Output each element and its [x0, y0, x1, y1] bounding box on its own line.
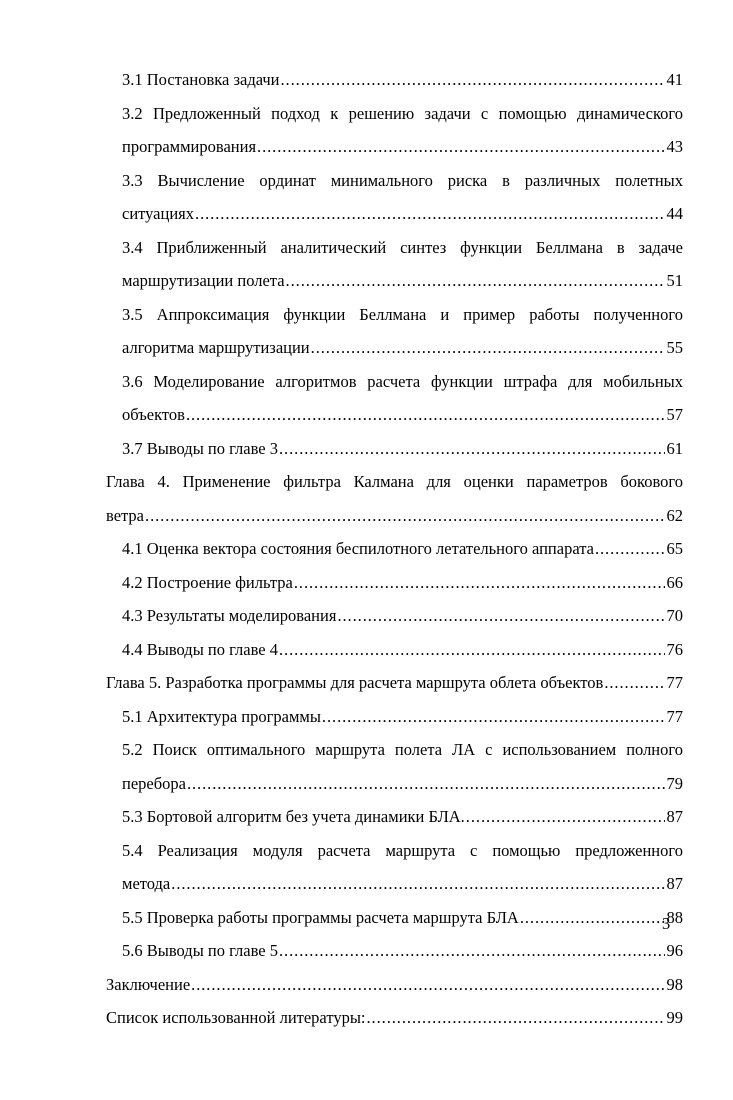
toc-entry-title: алгоритма маршрутизации	[122, 338, 310, 357]
toc-entry[interactable]	[0, 231, 733, 298]
toc-entry-page: 96	[666, 941, 683, 960]
toc-entry-title: объектов	[122, 405, 185, 424]
toc-entry-title: Глава 5. Разработка программы для расчета маршрута облета объектов	[106, 673, 604, 692]
toc-entry[interactable]	[0, 164, 733, 231]
dot-leader	[279, 934, 665, 968]
toc-entry-page: 51	[666, 271, 683, 290]
toc-entry-title-line: 3.2 Предложенный подход к решению задачи с помощью динамического	[122, 103, 683, 123]
toc-entry-page: 87	[666, 874, 683, 893]
dot-leader	[257, 130, 665, 164]
dot-leader	[187, 767, 665, 801]
toc-entry-page: 57	[666, 405, 683, 424]
dot-leader	[191, 968, 665, 1002]
toc-entry-title-line: 5.2 Поиск оптимального маршрута полета ЛА с использованием полного	[122, 740, 683, 759]
toc-entry-page: 88	[666, 907, 683, 927]
dot-leader	[195, 197, 665, 231]
toc-entry[interactable]	[0, 365, 733, 432]
toc-entry-page: 77	[666, 706, 683, 726]
dot-leader	[322, 700, 665, 734]
toc-entry[interactable]	[0, 63, 733, 97]
toc-entry-title: программирования	[122, 137, 257, 156]
dot-leader	[186, 398, 665, 432]
toc-entry[interactable]	[0, 566, 733, 600]
dot-leader	[311, 331, 665, 365]
toc-entry[interactable]	[0, 1001, 733, 1035]
toc-entry[interactable]	[0, 700, 733, 734]
dot-leader	[466, 800, 665, 834]
dot-leader	[281, 63, 666, 97]
toc-entry-page: 76	[666, 639, 683, 659]
toc-entry-title: 5.6 Выводы по главе 5	[122, 941, 278, 960]
toc-entry-title: 5.3 Бортовой алгоритм без учета динамики БЛА.	[122, 807, 465, 826]
dot-leader	[286, 264, 665, 298]
toc-entry-title-line: 3.6 Моделирование алгоритмов расчета функции штрафа для мобильных	[122, 371, 683, 391]
table-of-contents	[0, 63, 733, 1035]
toc-entry-page: 41	[666, 70, 683, 89]
toc-entry[interactable]	[0, 901, 733, 935]
toc-entry-title: Заключение	[106, 974, 191, 994]
toc-entry-title: ситуациях	[122, 204, 195, 223]
toc-entry-page: 65	[666, 539, 683, 558]
dot-leader	[367, 1001, 666, 1035]
toc-entry[interactable]	[0, 934, 733, 968]
toc-entry[interactable]	[0, 532, 733, 566]
toc-entry[interactable]	[0, 968, 733, 1002]
toc-entry-title: 4.2 Построение фильтра	[122, 572, 293, 592]
toc-entry[interactable]	[0, 666, 733, 700]
toc-entry[interactable]	[0, 298, 733, 365]
toc-entry[interactable]	[0, 432, 733, 466]
toc-entry-title: маршрутизации полета	[122, 271, 285, 290]
toc-entry[interactable]	[0, 599, 733, 633]
toc-entry-title-line: 5.4 Реализация модуля расчета маршрута с помощью предложенного	[122, 840, 683, 860]
toc-entry-title: перебора	[122, 773, 186, 793]
toc-entry-title-line: 3.4 Приближенный аналитический синтез функции Беллмана в задаче	[122, 237, 683, 257]
toc-entry-title: 4.1 Оценка вектора состояния беспилотного летательного аппарата	[122, 539, 594, 558]
toc-entry-title: ветра	[106, 505, 145, 525]
toc-entry-page: 98	[666, 974, 683, 994]
toc-entry-title-line: 3.3 Вычисление ординат минимального риска в различных полетных	[122, 170, 683, 190]
toc-entry-title-line: Глава 4. Применение фильтра Калмана для оценки параметров бокового	[106, 472, 683, 491]
toc-entry-page: 44	[666, 204, 683, 223]
toc-entry-page: 62	[666, 505, 683, 525]
toc-entry-title: 4.3 Результаты моделирования	[122, 606, 337, 625]
dot-leader	[171, 867, 665, 901]
page-number: 3	[662, 914, 671, 933]
dot-leader	[279, 432, 665, 466]
toc-entry-title: 3.7 Выводы по главе 3	[122, 438, 278, 458]
toc-entry-title: 5.1 Архитектура программы	[122, 706, 321, 726]
dot-leader	[145, 499, 665, 533]
dot-leader	[279, 633, 665, 667]
toc-entry[interactable]	[0, 633, 733, 667]
dot-leader	[604, 666, 665, 700]
dot-leader	[595, 532, 665, 566]
toc-entry-title: 5.5 Проверка работы программы расчета маршрута БЛА	[122, 907, 519, 927]
toc-entry-page: 70	[666, 606, 683, 625]
dot-leader	[294, 566, 665, 600]
toc-entry-page: 43	[666, 137, 683, 156]
toc-entry-title: Список использованной литературы:	[106, 1008, 366, 1027]
toc-entry-page: 61	[666, 438, 683, 458]
toc-entry-page: 87	[666, 807, 683, 826]
toc-entry-page: 79	[666, 773, 683, 793]
dot-leader	[520, 901, 665, 935]
toc-entry-title-line: 3.5 Аппроксимация функции Беллмана и пример работы полученного	[122, 304, 683, 324]
toc-entry-page: 66	[666, 572, 683, 592]
toc-entry-title: 3.1 Постановка задачи	[122, 70, 280, 89]
toc-entry[interactable]	[0, 800, 733, 834]
toc-entry[interactable]	[0, 97, 733, 164]
toc-entry-page: 77	[666, 673, 683, 692]
toc-entry-page: 55	[666, 338, 683, 357]
toc-entry-page: 99	[666, 1008, 683, 1027]
toc-entry[interactable]	[0, 733, 733, 800]
toc-entry[interactable]	[0, 834, 733, 901]
dot-leader	[337, 599, 665, 633]
toc-entry-title: метода	[122, 874, 171, 893]
toc-entry[interactable]	[0, 465, 733, 532]
toc-entry-title: 4.4 Выводы по главе 4	[122, 639, 278, 659]
